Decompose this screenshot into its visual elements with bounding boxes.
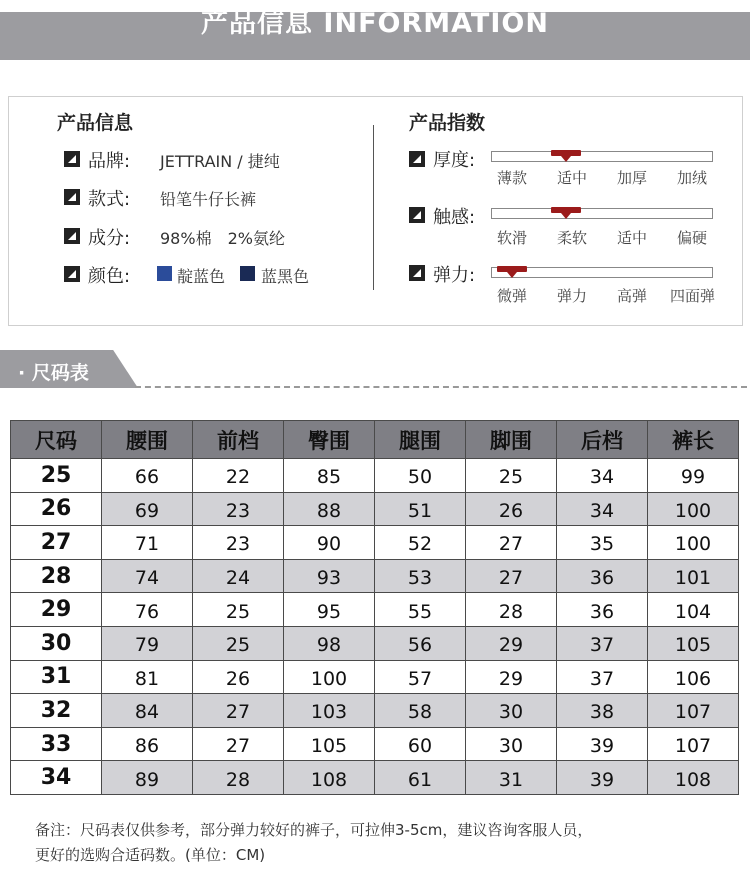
measure-cell: 98	[284, 626, 375, 660]
size-note	[35, 818, 735, 868]
table-row	[11, 526, 739, 560]
header-size: 尺码	[11, 421, 102, 459]
thickness-label: 厚度:	[433, 150, 476, 171]
feel-option: 适中	[617, 229, 648, 247]
measure-cell: 84	[102, 694, 193, 728]
feel-scale	[491, 208, 713, 219]
measure-cell: 106	[648, 660, 739, 694]
measure-cell: 90	[284, 526, 375, 560]
measure-cell: 74	[102, 559, 193, 593]
size-cell: 29	[11, 593, 102, 627]
size-table-body	[11, 459, 739, 795]
measure-cell: 95	[284, 593, 375, 627]
header-front-rise: 前档	[193, 421, 284, 459]
measure-cell: 26	[466, 492, 557, 526]
measure-cell: 35	[557, 526, 648, 560]
table-row	[11, 694, 739, 728]
measure-cell: 51	[375, 492, 466, 526]
thickness-option: 加绒	[677, 169, 708, 187]
measure-cell: 107	[648, 694, 739, 728]
feel-marker	[551, 207, 581, 213]
elasticity-option: 微弹	[497, 287, 528, 305]
measure-cell: 24	[193, 559, 284, 593]
measure-cell: 76	[102, 593, 193, 627]
table-row	[11, 593, 739, 627]
thickness-scale	[491, 151, 713, 162]
header-waist: 腰围	[102, 421, 193, 459]
measure-cell: 101	[648, 559, 739, 593]
banner-title: 产品信息 INFORMATION	[201, 8, 549, 39]
feel-option: 柔软	[557, 229, 588, 247]
elasticity-option: 弹力	[557, 287, 588, 305]
info-divider	[373, 125, 374, 290]
table-row	[11, 660, 739, 694]
measure-cell: 108	[284, 761, 375, 795]
measure-cell: 103	[284, 694, 375, 728]
measure-cell: 25	[466, 459, 557, 493]
measure-cell: 55	[375, 593, 466, 627]
measure-cell: 50	[375, 459, 466, 493]
measure-cell: 31	[466, 761, 557, 795]
measure-cell: 104	[648, 593, 739, 627]
bullet-icon	[409, 265, 425, 281]
size-section-label: · 尺码表	[18, 362, 89, 384]
thickness-option: 加厚	[617, 169, 648, 187]
measure-cell: 29	[466, 626, 557, 660]
measure-cell: 39	[557, 727, 648, 761]
bullet-icon	[64, 189, 80, 205]
measure-cell: 30	[466, 694, 557, 728]
measure-cell: 23	[193, 492, 284, 526]
measure-cell: 34	[557, 459, 648, 493]
measure-cell: 88	[284, 492, 375, 526]
measure-cell: 86	[102, 727, 193, 761]
feel-option: 偏硬	[677, 229, 708, 247]
bullet-icon	[64, 151, 80, 167]
measure-cell: 25	[193, 626, 284, 660]
measure-cell: 99	[648, 459, 739, 493]
elasticity-label: 弹力:	[433, 265, 476, 286]
header-length: 裤长	[648, 421, 739, 459]
navy-black-color-name: 蓝黑色	[261, 267, 310, 286]
indigo-color-name: 靛蓝色	[177, 267, 226, 286]
bullet-icon	[409, 151, 425, 167]
bullet-icon	[64, 266, 80, 282]
measure-cell: 81	[102, 660, 193, 694]
measure-cell: 28	[193, 761, 284, 795]
measure-cell: 26	[193, 660, 284, 694]
measure-cell: 93	[284, 559, 375, 593]
brand-label: 品牌:	[88, 151, 131, 172]
bullet-icon	[64, 228, 80, 244]
measure-cell: 39	[557, 761, 648, 795]
elasticity-marker	[497, 266, 527, 272]
measure-cell: 29	[466, 660, 557, 694]
material-label: 成分:	[88, 228, 131, 249]
measure-cell: 66	[102, 459, 193, 493]
header-leg-opening: 脚围	[466, 421, 557, 459]
measure-cell: 89	[102, 761, 193, 795]
measure-cell: 25	[193, 593, 284, 627]
measure-cell: 38	[557, 694, 648, 728]
size-cell: 28	[11, 559, 102, 593]
measure-cell: 27	[193, 694, 284, 728]
measure-cell: 108	[648, 761, 739, 795]
measure-cell: 27	[466, 559, 557, 593]
product-info-heading: 产品信息	[57, 112, 134, 134]
style-label: 款式:	[88, 189, 131, 210]
header-thigh: 腿围	[375, 421, 466, 459]
elasticity-scale	[491, 267, 713, 278]
size-cell: 25	[11, 459, 102, 493]
measure-cell: 60	[375, 727, 466, 761]
measure-cell: 57	[375, 660, 466, 694]
size-table-header-row	[11, 421, 739, 459]
size-cell: 34	[11, 761, 102, 795]
feel-label: 触感:	[433, 207, 476, 228]
bullet-icon	[409, 207, 425, 223]
material-value: 98%棉 2%氨纶	[160, 229, 285, 248]
measure-cell: 37	[557, 660, 648, 694]
elasticity-option: 高弹	[617, 287, 648, 305]
navy-black-color-swatch	[240, 266, 255, 281]
size-cell: 26	[11, 492, 102, 526]
table-row	[11, 492, 739, 526]
table-row	[11, 626, 739, 660]
note-line: 备注：尺码表仅供参考，部分弹力较好的裤子，可拉伸3-5cm，建议咨询客服人员，	[35, 821, 593, 839]
size-table	[10, 420, 739, 795]
measure-cell: 23	[193, 526, 284, 560]
measure-cell: 85	[284, 459, 375, 493]
measure-cell: 71	[102, 526, 193, 560]
measure-cell: 100	[648, 526, 739, 560]
feel-option: 软滑	[497, 229, 528, 247]
measure-cell: 61	[375, 761, 466, 795]
header-hip: 臀围	[284, 421, 375, 459]
indigo-color-swatch	[157, 266, 172, 281]
measure-cell: 100	[648, 492, 739, 526]
measure-cell: 22	[193, 459, 284, 493]
thickness-option: 薄款	[497, 169, 528, 187]
table-row	[11, 761, 739, 795]
measure-cell: 53	[375, 559, 466, 593]
measure-cell: 28	[466, 593, 557, 627]
measure-cell: 105	[648, 626, 739, 660]
measure-cell: 58	[375, 694, 466, 728]
measure-cell: 27	[466, 526, 557, 560]
header-back-rise: 后档	[557, 421, 648, 459]
product-index-heading: 产品指数	[409, 112, 486, 134]
size-cell: 31	[11, 660, 102, 694]
measure-cell: 56	[375, 626, 466, 660]
thickness-option: 适中	[557, 169, 588, 187]
size-cell: 32	[11, 694, 102, 728]
measure-cell: 100	[284, 660, 375, 694]
measure-cell: 36	[557, 593, 648, 627]
section-divider	[135, 386, 747, 388]
style-value: 铅笔牛仔长裤	[160, 190, 257, 209]
measure-cell: 79	[102, 626, 193, 660]
measure-cell: 30	[466, 727, 557, 761]
measure-cell: 52	[375, 526, 466, 560]
table-row	[11, 459, 739, 493]
measure-cell: 107	[648, 727, 739, 761]
measure-cell: 69	[102, 492, 193, 526]
table-row	[11, 727, 739, 761]
elasticity-option: 四面弹	[670, 287, 716, 305]
measure-cell: 105	[284, 727, 375, 761]
size-cell: 30	[11, 626, 102, 660]
measure-cell: 37	[557, 626, 648, 660]
measure-cell: 27	[193, 727, 284, 761]
note-line: 更好的选购合适码数。(单位：CM)	[35, 846, 266, 864]
size-cell: 33	[11, 727, 102, 761]
measure-cell: 36	[557, 559, 648, 593]
measure-cell: 34	[557, 492, 648, 526]
size-cell: 27	[11, 526, 102, 560]
thickness-marker	[551, 150, 581, 156]
brand-value: JETTRAIN / 捷纯	[160, 152, 280, 171]
table-row	[11, 559, 739, 593]
color-label: 颜色:	[88, 266, 131, 287]
